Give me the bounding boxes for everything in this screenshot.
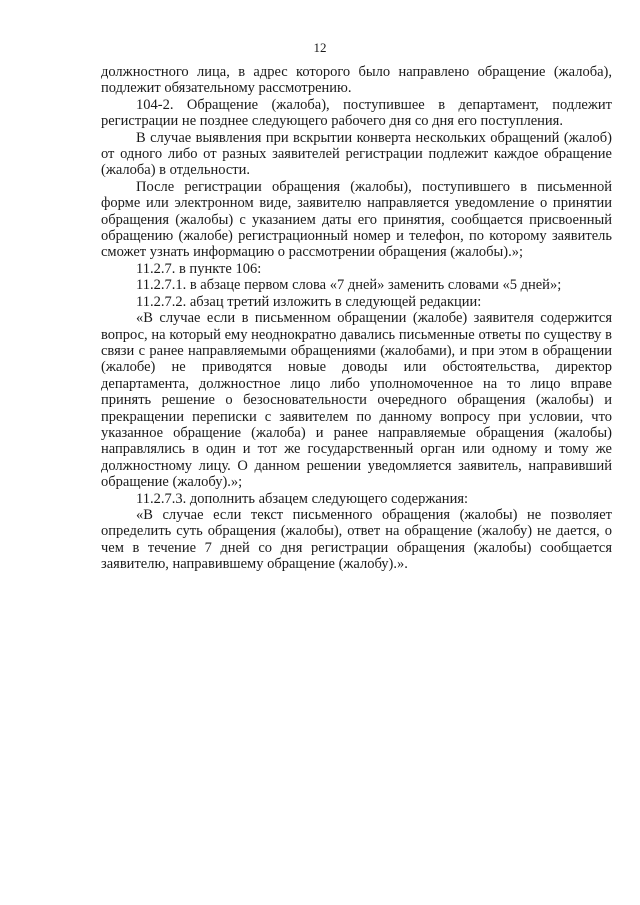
paragraph: 11.2.7.3. дополнить абзацем следующего содержания: — [136, 490, 469, 507]
paragraph: «В случае если в письменном обращении (жалобе) заявителя содержится вопрос, на который ему неоднократно давались письменные ответы по существу в связи с ранее направляемыми обращениями (жалобами), и при этом в обращении (жалобе) не приводятся новые доводы или обстоятельства, директор департамента, должностное лицо либо уполномоченное на то лицо вправе принять решение о безосновательности очередного обращения (жалобы) и прекращении переписки с заявителем по данному вопросу при условии, что указанное обращение (жалоба) и ранее направляемые обращения (жалобы) направлялись в один и тот же государственный орган или одному и тому же должностному лицу. О данном решении уведомляется заявитель, направивший обращение (жалобу).»; — [101, 310, 612, 491]
paragraph: 11.2.7.2. абзац третий изложить в следующей редакции: — [136, 293, 482, 310]
paragraph: После регистрации обращения (жалобы), поступившего в письменной форме или электронном виде, заявителю направляется уведомление о принятии обращения (жалобы) с указанием даты его принятия, сообщается присвоенный обращению (жалобе) регистрационный номер и телефон, по которому заявитель сможет узнать информацию о рассмотрении обращения (жалобы).»; — [101, 178, 612, 261]
paragraph: 11.2.7. в пункте 106: — [136, 260, 262, 277]
document-body — [101, 64, 612, 573]
paragraph: В случае выявления при вскрытии конверта нескольких обращений (жалоб) от одного либо от разных заявителей регистрации подлежит каждое обращение (жалоба) в отдельности. — [101, 129, 612, 179]
page-number: 12 — [313, 40, 327, 55]
paragraph: должностного лица, в адрес которого было направлено обращение (жалоба), подлежит обязательному рассмотрению. — [101, 64, 612, 97]
paragraph: 104-2. Обращение (жалоба), поступившее в департамент, подлежит регистрации не позднее следующего рабочего дня со дня его поступления. — [101, 96, 612, 130]
paragraph: «В случае если текст письменного обращения (жалобы) не позволяет определить суть обращения (жалобы), ответ на обращение (жалобу) не дается, о чем в течение 7 дней со дня регистрации обращения (жалобы) сообщается заявителю, направившему обращение (жалобу).». — [101, 506, 612, 573]
paragraph: 11.2.7.1. в абзаце первом слова «7 дней» заменить словами «5 дней»; — [136, 277, 562, 294]
